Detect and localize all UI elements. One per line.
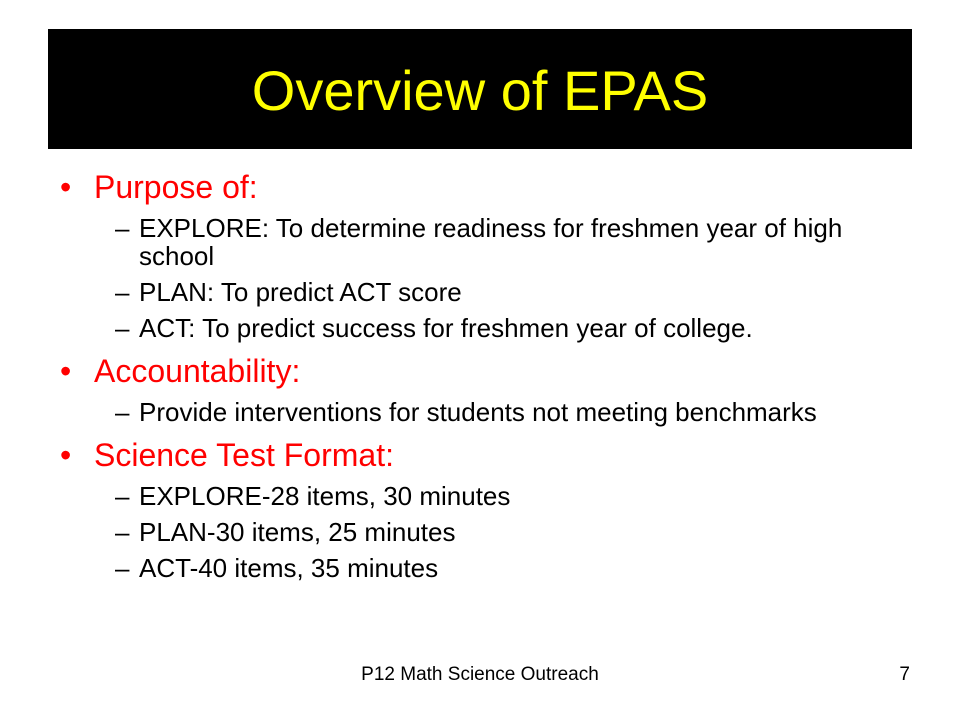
list-item (60, 518, 859, 546)
bullet-icon: • (60, 169, 72, 205)
dash-icon: – (115, 397, 130, 427)
bullet-icon: • (60, 437, 72, 473)
section-heading-label: Science Test Format: (94, 437, 394, 473)
dash-icon: – (115, 517, 130, 547)
list-item-text: PLAN: To predict ACT score (139, 277, 462, 307)
dash-icon: – (115, 313, 130, 343)
bullet-icon: • (60, 353, 72, 389)
dash-icon: – (115, 481, 130, 511)
section-heading-purpose (60, 168, 920, 206)
title-bar (48, 29, 912, 149)
list-item (60, 554, 859, 582)
list-item-text: Provide interventions for students not meeting benchmarks (139, 397, 817, 427)
slide-title: Overview of EPAS (251, 59, 709, 122)
list-item-text: EXPLORE: To determine readiness for freshmen year of high school (139, 213, 843, 271)
list-item-text: PLAN-30 items, 25 minutes (139, 517, 456, 547)
slide-number: 7 (899, 664, 910, 685)
section-heading-label: Purpose of: (94, 169, 258, 205)
list-item-text: ACT: To predict success for freshmen year of college. (139, 313, 753, 343)
footer-text: P12 Math Science Outreach (361, 664, 599, 685)
list-item (60, 314, 859, 342)
list-item (60, 214, 859, 270)
slide-content (60, 168, 920, 582)
section-heading-accountability (60, 352, 920, 390)
list-item (60, 278, 859, 306)
list-item-text: EXPLORE-28 items, 30 minutes (139, 481, 511, 511)
dash-icon: – (115, 277, 130, 307)
dash-icon: – (115, 213, 130, 243)
list-item (60, 398, 859, 426)
section-heading-label: Accountability: (94, 353, 301, 389)
list-item (60, 482, 859, 510)
section-heading-science-test-format (60, 436, 920, 474)
list-item-text: ACT-40 items, 35 minutes (139, 553, 439, 583)
dash-icon: – (115, 553, 130, 583)
